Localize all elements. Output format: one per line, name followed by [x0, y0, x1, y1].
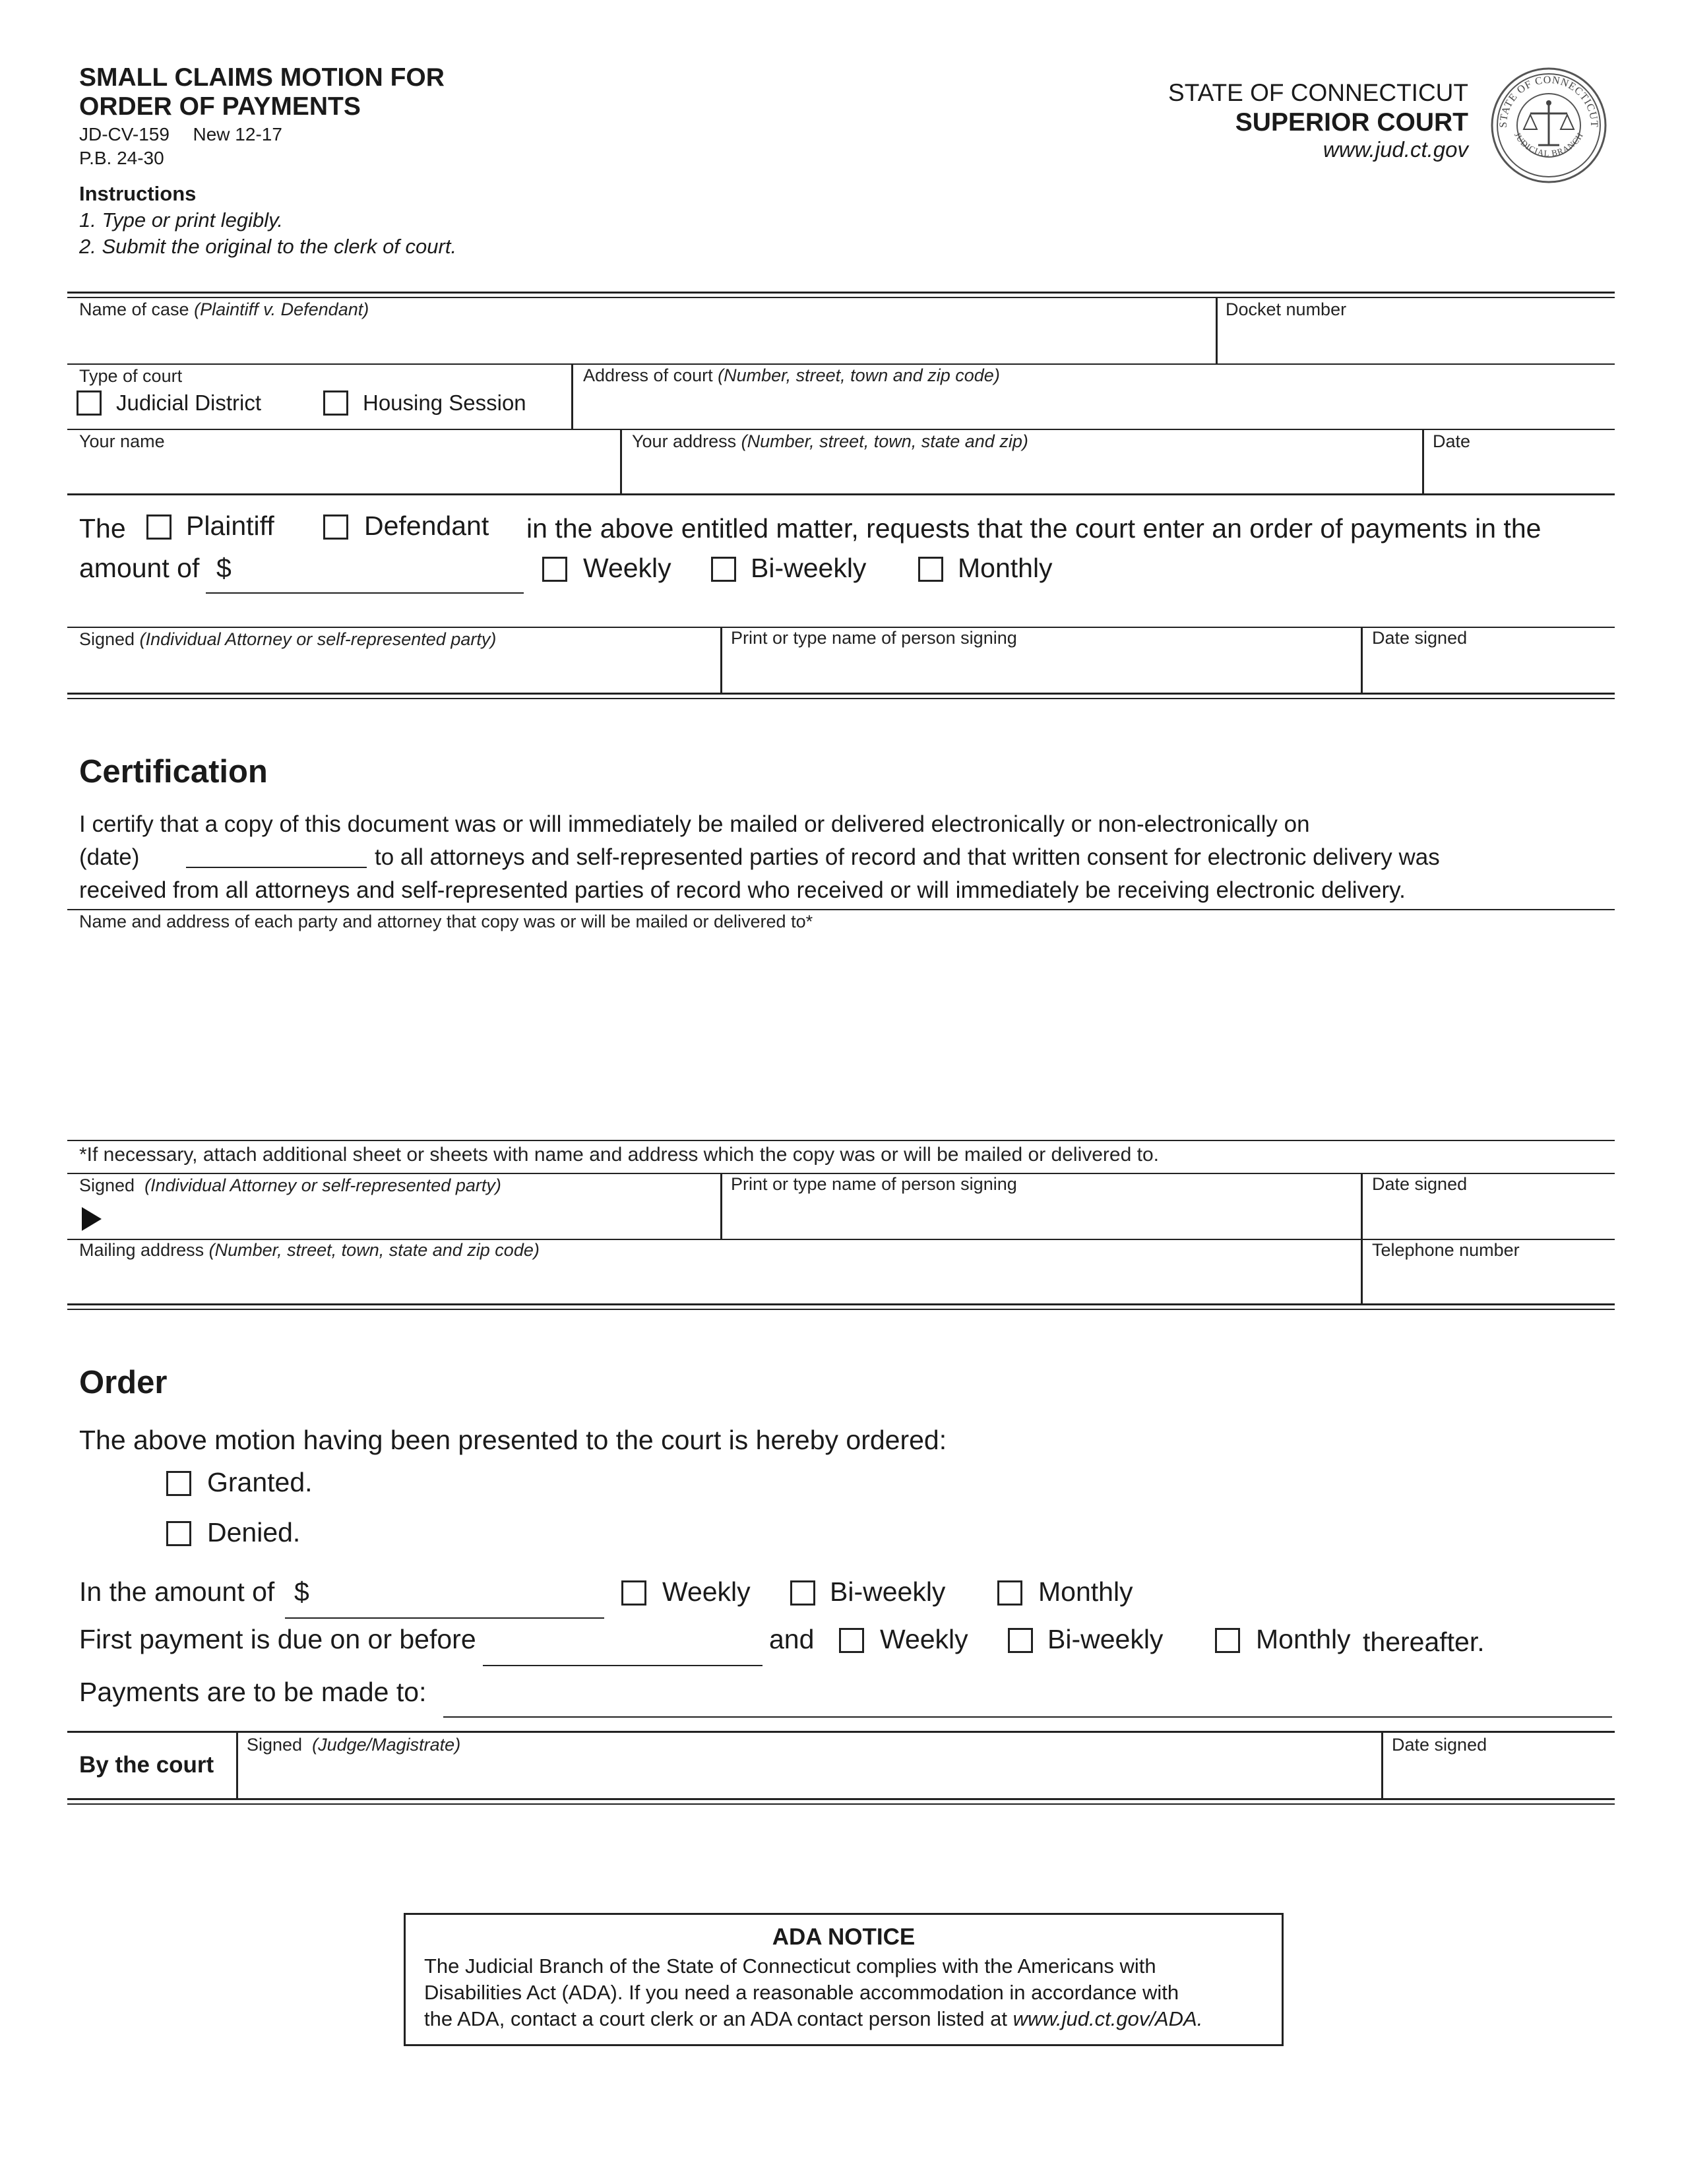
- defendant-checkbox[interactable]: [323, 515, 348, 540]
- state-name: STATE OF CONNECTICUT: [1168, 79, 1468, 106]
- instructions-heading: Instructions: [79, 182, 197, 205]
- motion-signed-label: Signed (Individual Attorney or self-represented party): [79, 629, 497, 649]
- instruction-1: 1. Type or print legibly.: [79, 208, 283, 232]
- cert-date-signed-label: Date signed: [1372, 1174, 1468, 1194]
- motion-print-name-label: Print or type name of person signing: [731, 628, 1017, 648]
- order-amount-field[interactable]: [285, 1617, 604, 1619]
- practice-book: P.B. 24-30: [79, 148, 164, 168]
- your-name-field[interactable]: [70, 455, 617, 492]
- instruction-2: 2. Submit the original to the clerk of court.: [79, 235, 457, 258]
- dollar-sign: $: [216, 553, 232, 583]
- telephone-field[interactable]: [1372, 1265, 1608, 1302]
- certification-line2: to all attorneys and self-represented parties of record and that written consent for electronic delivery was: [375, 844, 1440, 870]
- amount-of-label: amount of: [79, 553, 200, 583]
- ada-line2: Disabilities Act (ADA). If you need a reasonable accommodation in accordance with: [424, 1981, 1179, 2004]
- cert-signed-label: Signed (Individual Attorney or self-represented party): [79, 1175, 501, 1195]
- thereafter-monthly-label: Monthly: [1256, 1624, 1351, 1654]
- form-title-line2: ORDER OF PAYMENTS: [79, 92, 361, 121]
- housing-session-checkbox[interactable]: [323, 390, 348, 416]
- your-address-field[interactable]: [632, 455, 1417, 492]
- housing-session-label: Housing Session: [363, 390, 526, 415]
- judge-signature-field[interactable]: [247, 1759, 1379, 1795]
- your-name-label: Your name: [79, 431, 165, 451]
- plaintiff-label: Plaintiff: [186, 511, 274, 541]
- ada-link[interactable]: www.jud.ct.gov/ADA.: [1012, 2007, 1203, 2030]
- certification-line1: I certify that a copy of this document was or will immediately be mailed or delivered electronically or non-electronically on: [79, 811, 1310, 837]
- seal-text-top: STATE OF CONNECTICUT: [1497, 74, 1600, 128]
- seal-text-bottom: JUDICIAL BRANCH: [1512, 130, 1586, 158]
- granted-label: Granted.: [207, 1467, 313, 1497]
- seal-icon: [1489, 66, 1608, 185]
- mailing-address-label: Mailing address (Number, street, town, state and zip code): [79, 1240, 540, 1260]
- order-biweekly-checkbox[interactable]: [790, 1580, 815, 1606]
- form-number-row: [79, 124, 282, 145]
- order-monthly-checkbox[interactable]: [997, 1580, 1022, 1606]
- names-addresses-field[interactable]: [70, 937, 1608, 1135]
- amount-field[interactable]: [206, 592, 524, 594]
- judicial-district-label: Judicial District: [116, 390, 262, 415]
- court-type-label: Type of court: [79, 366, 183, 386]
- judge-date-signed-label: Date signed: [1392, 1735, 1487, 1755]
- request-text: in the above entitled matter, requests that the court enter an order of payments in the: [526, 513, 1542, 544]
- order-intro: The above motion having been presented to the court is hereby ordered:: [79, 1425, 947, 1455]
- names-addresses-label: Name and address of each party and attorney that copy was or will be mailed or delivered to*: [79, 912, 813, 931]
- docket-label: Docket number: [1226, 299, 1347, 319]
- judge-signed-label: Signed (Judge/Magistrate): [247, 1735, 461, 1755]
- order-heading: Order: [79, 1365, 168, 1400]
- cert-print-name-field[interactable]: [731, 1199, 1352, 1236]
- order-dollar-sign: $: [294, 1576, 309, 1607]
- form-title-line1: SMALL CLAIMS MOTION FOR: [79, 63, 445, 92]
- and-word: and: [769, 1624, 815, 1654]
- ada-line3-text: the ADA, contact a court clerk or an ADA contact person listed at: [424, 2007, 1007, 2030]
- payments-to-field[interactable]: [443, 1716, 1612, 1718]
- payments-to-label: Payments are to be made to:: [79, 1677, 427, 1707]
- judicial-district-checkbox[interactable]: [77, 390, 102, 416]
- cert-signature-field[interactable]: [112, 1199, 716, 1236]
- motion-weekly-checkbox[interactable]: [542, 557, 567, 582]
- granted-checkbox[interactable]: [166, 1471, 191, 1496]
- motion-biweekly-checkbox[interactable]: [711, 557, 736, 582]
- thereafter-weekly-checkbox[interactable]: [839, 1628, 864, 1653]
- thereafter-monthly-checkbox[interactable]: [1215, 1628, 1240, 1653]
- order-monthly-label: Monthly: [1038, 1576, 1133, 1607]
- first-payment-label: First payment is due on or before: [79, 1624, 476, 1654]
- order-biweekly-label: Bi-weekly: [830, 1576, 946, 1607]
- date-field[interactable]: [1433, 455, 1608, 492]
- motion-print-name-field[interactable]: [731, 653, 1352, 691]
- certification-date-field[interactable]: [186, 867, 367, 868]
- ada-notice-box: [404, 1913, 1284, 2046]
- mailing-address-field[interactable]: [70, 1265, 1356, 1302]
- denied-checkbox[interactable]: [166, 1521, 191, 1546]
- form-number: JD-CV-159: [79, 124, 170, 144]
- court-address-field[interactable]: [583, 389, 1608, 426]
- cert-print-name-label: Print or type name of person signing: [731, 1174, 1017, 1194]
- certification-heading: Certification: [79, 754, 268, 790]
- the-word: The: [79, 513, 126, 544]
- motion-weekly-label: Weekly: [583, 553, 671, 583]
- arrow-right-icon: [82, 1207, 102, 1231]
- website: www.jud.ct.gov: [1323, 137, 1468, 162]
- ada-line3: [424, 2007, 1202, 2031]
- motion-date-signed-field[interactable]: [1372, 653, 1608, 691]
- form-title: [79, 63, 445, 121]
- court-name: SUPERIOR COURT: [1235, 108, 1468, 137]
- case-name-field[interactable]: [70, 323, 1204, 361]
- thereafter-word: thereafter.: [1363, 1627, 1485, 1657]
- denied-label: Denied.: [207, 1517, 301, 1547]
- order-weekly-label: Weekly: [662, 1576, 751, 1607]
- first-payment-date-field[interactable]: [483, 1665, 763, 1666]
- docket-number-field[interactable]: [1226, 323, 1608, 361]
- in-amount-of-label: In the amount of: [79, 1576, 275, 1607]
- motion-signature-field[interactable]: [70, 653, 716, 691]
- form-version: New 12-17: [193, 124, 282, 144]
- thereafter-biweekly-label: Bi-weekly: [1047, 1624, 1164, 1654]
- motion-biweekly-label: Bi-weekly: [751, 553, 867, 583]
- footnote: *If necessary, attach additional sheet or sheets with name and address which the copy was or will be mailed or delivered to.: [79, 1144, 1159, 1166]
- thereafter-biweekly-checkbox[interactable]: [1008, 1628, 1033, 1653]
- thereafter-weekly-label: Weekly: [880, 1624, 968, 1654]
- certification-date-word: (date): [79, 844, 140, 870]
- order-weekly-checkbox[interactable]: [621, 1580, 646, 1606]
- date-label: Date: [1433, 431, 1471, 451]
- judicial-branch-seal: [1489, 66, 1608, 185]
- ada-heading: ADA NOTICE: [772, 1924, 916, 1950]
- by-the-court-label: By the court: [79, 1752, 214, 1778]
- motion-monthly-label: Monthly: [958, 553, 1053, 583]
- court-address-label: Address of court (Number, street, town and zip code): [583, 365, 1000, 385]
- certification-line3: received from all attorneys and self-represented parties of record who received or will immediately be receiving electronic delivery.: [79, 877, 1406, 903]
- defendant-label: Defendant: [364, 511, 489, 541]
- telephone-label: Telephone number: [1372, 1240, 1520, 1260]
- motion-date-signed-label: Date signed: [1372, 628, 1468, 648]
- your-address-label: Your address (Number, street, town, state and zip): [632, 431, 1028, 451]
- motion-monthly-checkbox[interactable]: [918, 557, 943, 582]
- plaintiff-checkbox[interactable]: [146, 515, 171, 540]
- case-name-label: Name of case (Plaintiff v. Defendant): [79, 299, 369, 319]
- judge-date-signed-field[interactable]: [1392, 1759, 1608, 1795]
- ada-line1: The Judicial Branch of the State of Connecticut complies with the Americans with: [424, 1954, 1156, 1978]
- cert-date-signed-field[interactable]: [1372, 1199, 1608, 1236]
